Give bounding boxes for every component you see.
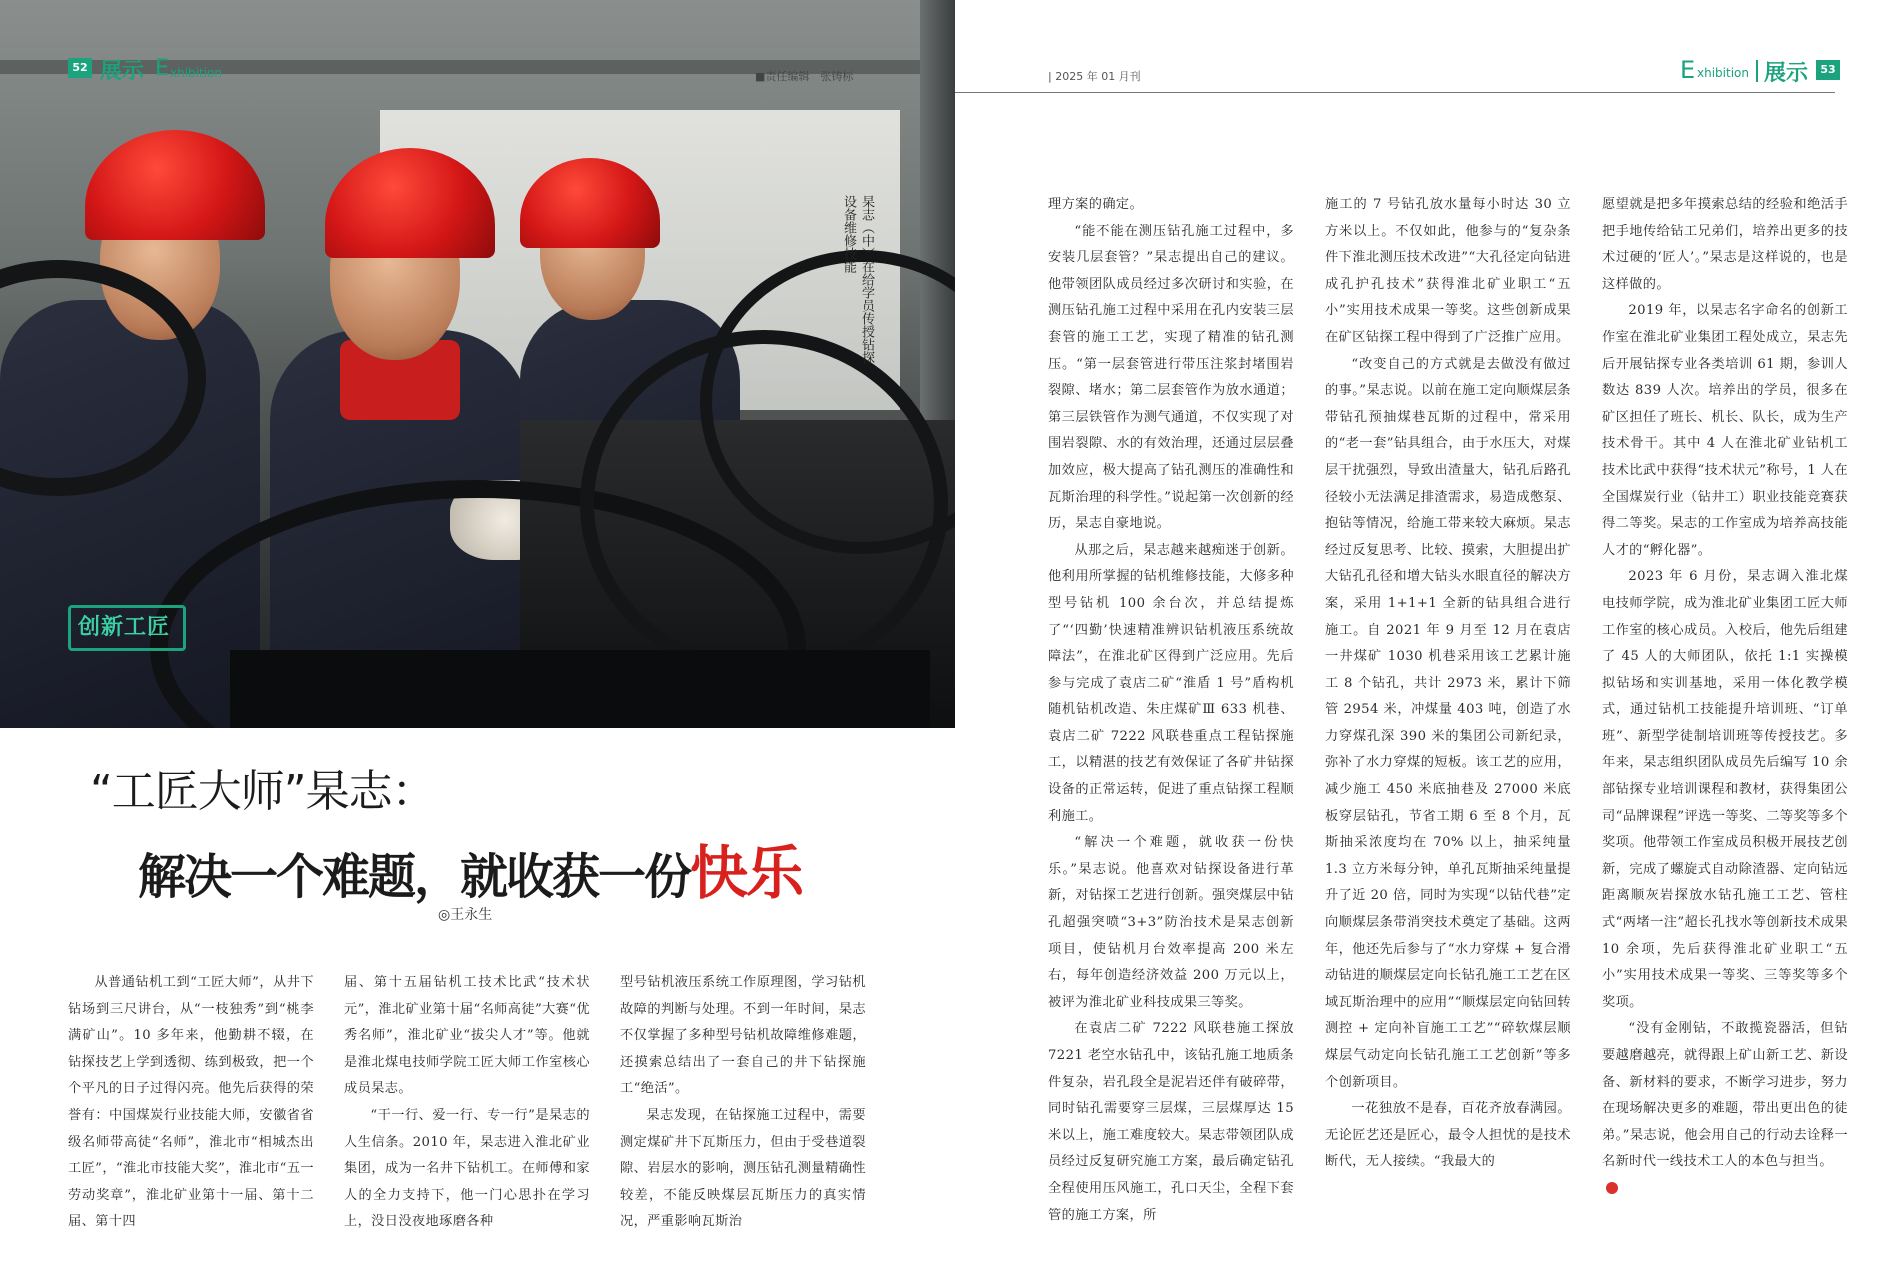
section-label-left: 展示 <box>100 59 145 84</box>
header-divider <box>1756 60 1758 82</box>
photo-caption: 杲志（中）在给学员传授钻探设备维修技能 <box>841 195 874 364</box>
paragraph: 从普通钻机工到“工匠大师”，从井下钻场到三尺讲台，从“一枝独秀”到“桃李满矿山”。10 多年来，他勤耕不辍，在钻探技艺上学到透彻、练到极致，把一个个平凡的日子过得闪亮。他先后获得的荣誉有：中国煤炭行业技能大师，安徽省省级名师带高徒“名师”，淮北市“相城杰出工匠”，“淮北市技能大奖”，淮北市“五一劳动奖章”，淮北矿业第十一届、第十二届、第十四 <box>68 975 314 1230</box>
page-number-right: 53 <box>1816 60 1840 80</box>
paragraph: “能不能在测压钻孔施工过程中，多安装几层套管？”杲志提出自己的建议。他带领团队成员经过多次研讨和实验，在测压钻孔施工过程中采用在孔内安装三层套管的施工工艺，实现了精准的钻孔测压。“第一层套管进行带压注浆封堵围岩裂隙、堵水；第二层套管作为放水通道；第三层铁管作为测气通道，不仅实现了对围岩裂隙、水的有效治理，还通过层层叠加效应，极大提高了钻孔测压的准确性和瓦斯治理的科学性。”说起第一次创新的经历，杲志自豪地说。 <box>1048 223 1294 532</box>
hard-hat-icon <box>85 130 265 240</box>
paragraph: 杲志发现，在钻探施工过程中，需要测定煤矿井下瓦斯压力，但由于受巷道裂隙、岩层水的影响，测压钻孔测量精确性较差，不能反映煤层瓦斯压力的真实情况，严重影响瓦斯治 <box>620 1107 866 1230</box>
paragraph: “没有金刚钻，不敢揽瓷器活，但钻要越磨越亮，就得跟上矿山新工艺、新设备、新材料的要求，不断学习进步，努力在现场解决更多的难题，带出更出色的徒弟。”杲志说，他会用自己的行动去诠释一名新时代一线技术工人的本色与担当。 <box>1602 1021 1848 1170</box>
header-rule <box>955 92 1835 93</box>
headline-line1: “工匠大师”杲志： <box>90 766 435 817</box>
author: ◎王永生 <box>438 907 493 923</box>
left-column-3 <box>620 970 866 1236</box>
right-column-1 <box>1048 192 1294 1229</box>
paragraph: 在袁店二矿 7222 风联巷施工探放 7221 老空水钻孔中，该钻孔施工地质条件复杂，岩孔段全是泥岩还伴有破碎带，同时钻孔需要穿三层煤，三层煤厚达 15 米以上，施工难度较大。杲志带领团队成员经过反复研究施工方案，最后确定钻孔全程使用压风施工，孔口天尘，全程下套管的施工方案，所 <box>1048 1021 1294 1223</box>
left-column-2 <box>344 970 590 1236</box>
section-en-left: xhibition <box>170 66 222 80</box>
paragraph: 施工的 7 号钻孔放水量每小时达 30 立方米以上。不仅如此，他参与的“复杂条件下淮北测压技术改进”“大孔径定向钻进成孔护孔技术”获得淮北矿业职工“五小”实用技术成果一等奖。这些创新成果在矿区钻探工程中得到了广泛推广应用。 <box>1325 197 1571 345</box>
paragraph: 愿望就是把多年摸索总结的经验和绝活手把手地传给钻工兄弟们，培养出更多的技术过硬的‘匠人’。”杲志是这样说的，也是这样做的。 <box>1602 197 1848 292</box>
machine-base <box>230 650 930 728</box>
paragraph: 理方案的确定。 <box>1048 197 1144 212</box>
section-en-initial-left: E <box>155 56 169 81</box>
right-column-2 <box>1325 192 1571 1176</box>
paragraph: 2023 年 6 月份，杲志调入淮北煤电技师学院，成为淮北矿业集团工匠大师工作室的核心成员。入校后，他先后组建了 45 人的大师团队，依托 1:1 实操模拟钻场和实训基地，采用一体化教学模式，通过钻机工技能提升培训班、“订单班”、新型学徒制培训班等传授技艺。多年来，杲志组织团队成员先后编写 10 余部钻探专业培训课程和教材，获得集团公司“品牌课程”评选一等奖、二等奖等多个奖项。他带领工作室成员积极开展技艺创新，完成了螺旋式自动除渣器、定向钻远距离顺灰岩探放水钻孔施工工艺、管柱式“两堵一注”超长孔找水等创新技术成果 10 余项，先后获得淮北矿业职工“五小”实用技术成果一等奖、三等奖等多个奖项。 <box>1602 569 1848 1010</box>
headline-accent: 快乐 <box>690 839 803 907</box>
editor-label: ■责任编辑 张铸标 <box>755 70 854 83</box>
paragraph: 届、第十五届钻机工技术比武“技术状元”，淮北矿业第十届“名师高徒”大赛“优秀名师”，淮北矿业“拔尖人才”等。他就是淮北煤电技师学院工匠大师工作室核心成员杲志。 <box>344 975 590 1097</box>
page-number-left: 52 <box>68 58 92 78</box>
paragraph: “干一行、爱一行、专一行”是杲志的人生信条。2010 年，杲志进入淮北矿业集团，成为一名井下钻机工。在师傅和家人的全力支持下，他一门心思扑在学习上，没日没夜地琢磨各种 <box>344 1107 590 1230</box>
paragraph: “改变自己的方式就是去做没有做过的事。”杲志说。以前在施工定向顺煤层条带钻孔预抽煤巷瓦斯的过程中，常采用的“老一套”钻具组合，由于水压大，对煤层干扰强烈，导致出渣量大，钻孔后路孔径较小无法满足排渣需求，易造成憋泵、抱钻等情况，给施工带来较大麻烦。杲志经过反复思考、比较、摸索，大胆提出扩大钻孔孔径和增大钻头水眼直径的解决方案，采用 1+1+1 全新的钻具组合进行施工。自 2021 年 9 月至 12 月在袁店一井煤矿 1030 机巷采用该工艺累计施工 8 个钻孔，共计 2973 米，累计下筛管 2954 米，冲煤量 403 吨，创造了水力穿煤孔深 390 米的集团公司新纪录，弥补了水力穿煤的短板。该工艺的应用，减少施工 450 米底抽巷及 27000 米底板穿层钻孔，节省工期 6 至 8 个月，瓦斯抽采浓度均在 70% 以上，抽采纯量 1.3 立方米每分钟，单孔瓦斯抽采纯量提升了近 20 倍，同时为实现“以钻代巷”定向顺煤层条带消突技术奠定了基础。这两年，他还先后参与了“水力穿煤 + 复合滑动钻进的顺煤层定向长钻孔施工工艺在区域瓦斯治理中的应用”“顺煤层定向钻回转测控 + 定向补盲施工工艺”“碎软煤层顺煤层气动定向长钻孔施工工艺创新”等多个创新项目。 <box>1325 356 1571 1090</box>
left-column-1 <box>68 970 314 1236</box>
paragraph: 从那之后，杲志越来越痴迷于创新。他利用所掌握的钻机维修技能，大修多种型号钻机 100 余台次，并总结提炼了“‘四勤’快速精准辨识钻机液压系统故障法”，在淮北矿区得到广泛应用。先后参与完成了袁店二矿“淮盾 1 号”盾构机随机钻机改造、朱庄煤矿Ⅲ 633 机巷、袁店二矿 7222 风联巷重点工程钻探施工，以精湛的技艺有效保证了各矿井钻探设备的正常运转，促进了重点钻探工程顺利施工。 <box>1048 542 1294 824</box>
paragraph: 一花独放不是春，百花齐放春满园。无论匠艺还是匠心，最令人担忧的是技术断代，无人接续。“我最大的 <box>1325 1101 1571 1170</box>
paragraph: 2019 年，以杲志名字命名的创新工作室在淮北矿业集团工程处成立，杲志先后开展钻探专业各类培训 61 期，参训人数达 839 人次。培养出的学员，很多在矿区担任了班长、机长、队长，成为生产技术骨干。其中 4 人在淮北矿业钻机工技术比武中获得“技术状元”称号，1 人在全国煤炭行业（钻井工）职业技能竞赛获得二等奖。杲志的工作室成为培养高技能人才的“孵化器”。 <box>1602 303 1848 558</box>
section-en-right: xhibition <box>1697 66 1749 80</box>
headline-line2 <box>138 826 802 910</box>
right-column-3 <box>1602 192 1848 1203</box>
innovation-badge: 创新工匠 <box>78 615 171 640</box>
feature-photo <box>0 0 955 728</box>
issue-date: | 2025 年 01 月刊 <box>1048 70 1141 83</box>
paragraph: 型号钻机液压系统工作原理图，学习钻机故障的判断与处理。不到一年时间，杲志不仅掌握了多种型号钻机故障维修难题，还摸索总结出了一套自己的井下钻探施工“绝活”。 <box>620 975 866 1097</box>
end-mark-icon <box>1606 1182 1618 1194</box>
section-label-right: 展示 <box>1764 61 1809 86</box>
headline-main: 解决一个难题，就收获一份 <box>138 849 691 905</box>
paragraph: “解决一个难题，就收获一份快乐。”杲志说。他喜欢对钻探设备进行革新，对钻探工艺进行创新。强突煤层中钻孔超强突喷“3+3”防治技术是杲志创新项目，使钻机月台效率提高 200 米左右，每年创造经济效益 200 万元以上，被评为淮北矿业科技成果三等奖。 <box>1048 835 1294 1010</box>
section-en-initial-right: E <box>1680 56 1696 84</box>
